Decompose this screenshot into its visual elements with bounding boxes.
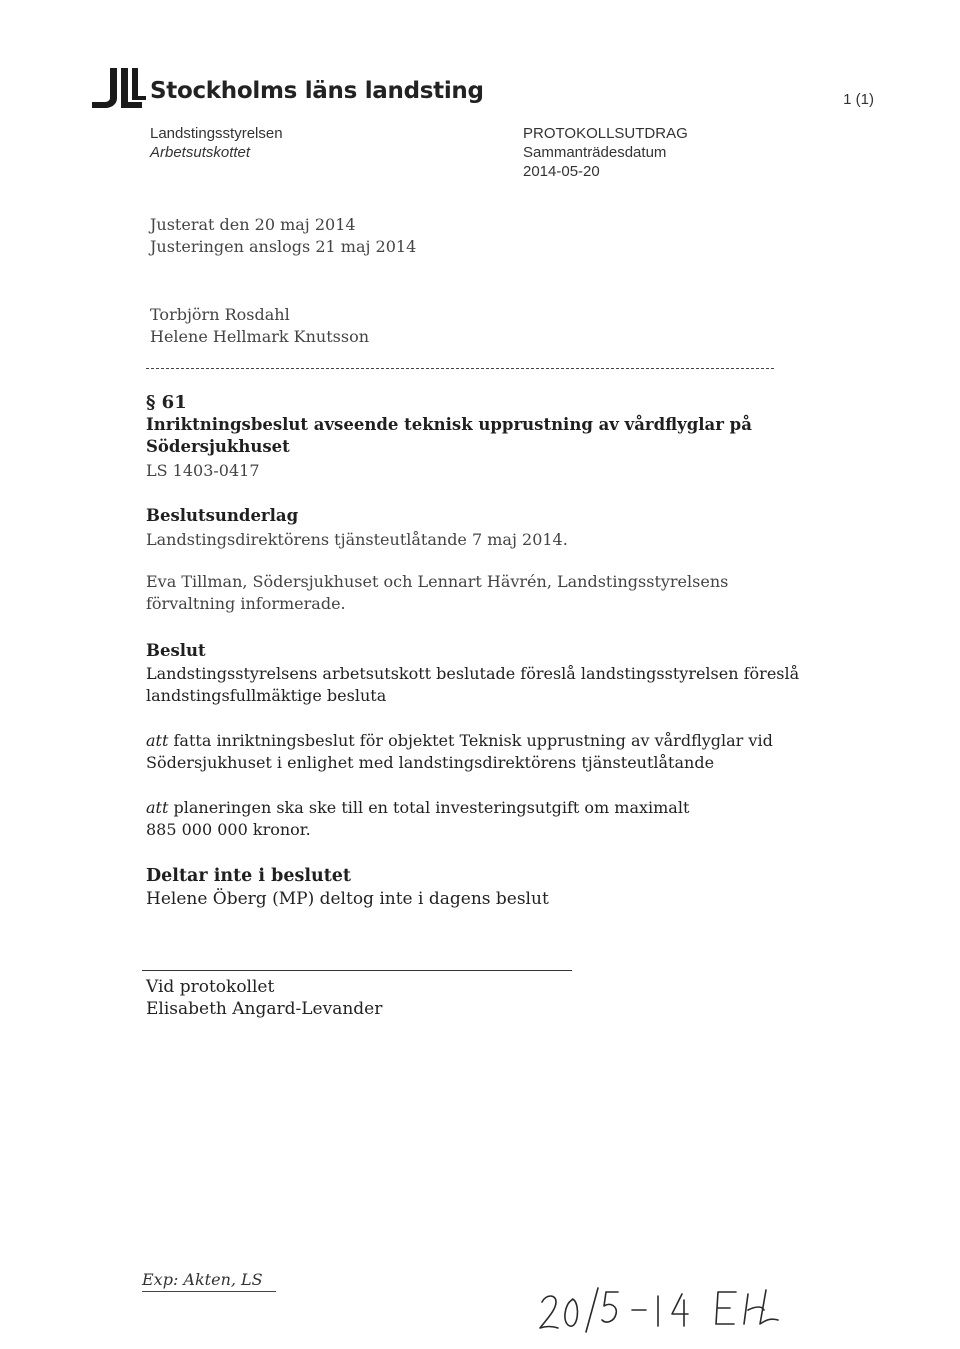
signature-label: Vid protokollet [146, 977, 275, 997]
paragraph-title-line-2: Södersjukhuset [146, 437, 290, 456]
beslut-intro-line-1: Landstingsstyrelsens arbetsutskott beslutade föreslå landstingsstyrelsen föreslå [146, 664, 800, 683]
dashed-divider [146, 368, 774, 369]
signature-block [146, 976, 382, 1020]
distribution-note: Exp: Akten, LS [142, 1270, 263, 1289]
att-clause-1-line-2: Södersjukhuset i enlighet med landstingsdirektörens tjänsteutlåtande [146, 753, 715, 772]
distribution-underline [142, 1291, 276, 1292]
meeting-date-label: Sammanträdesdatum [523, 144, 667, 161]
case-number: LS 1403-0417 [146, 461, 260, 480]
header-right-block [523, 124, 688, 181]
justerat-date: Justerat den 20 maj 2014 [150, 215, 356, 234]
justering-anslogs: Justeringen anslogs 21 maj 2014 [150, 237, 417, 256]
att-clause-1-line-1 [146, 730, 773, 752]
beslutsunderlag-heading: Beslutsunderlag [146, 506, 299, 525]
header-left-block [150, 124, 283, 162]
informed-line-1: Eva Tillman, Södersjukhuset och Lennart Hävrén, Landstingsstyrelsens [146, 572, 729, 591]
meeting-date: 2014-05-20 [523, 163, 600, 180]
att-clause-2-line-1 [146, 797, 689, 819]
justerare-name-1: Torbjörn Rosdahl [150, 305, 290, 324]
deltar-text: Helene Öberg (MP) deltog inte i dagens beslut [146, 889, 549, 909]
justerare-block [150, 304, 369, 348]
justering-block [150, 214, 416, 258]
document-type: PROTOKOLLSUTDRAG [523, 125, 688, 142]
att-word: att [146, 731, 169, 750]
signatory-name: Elisabeth Angard-Levander [146, 999, 383, 1019]
board-name: Landstingsstyrelsen [150, 125, 283, 142]
paragraph-title-line-1: Inriktningsbeslut avseende teknisk upprustning av vårdflyglar på [146, 415, 752, 434]
att-clause-1 [146, 730, 773, 774]
att-clause-1-text: fatta inriktningsbeslut för objektet Teknisk upprustning av vårdflyglar vid [168, 731, 773, 750]
att-clause-2 [146, 797, 689, 841]
deltar-heading: Deltar inte i beslutet [146, 866, 352, 886]
sll-logo-icon [92, 66, 150, 110]
organization-name: Stockholms läns landsting [150, 78, 484, 104]
beslut-intro-line-2: landstingsfullmäktige besluta [146, 686, 387, 705]
page-number: 1 (1) [843, 91, 874, 108]
handwritten-date-initials [536, 1280, 826, 1340]
paragraph-number: § 61 [146, 392, 187, 413]
justerare-name-2: Helene Hellmark Knutsson [150, 327, 370, 346]
beslut-heading: Beslut [146, 641, 206, 660]
signature-line [142, 970, 572, 971]
beslut-intro [146, 663, 799, 707]
informed-text [146, 571, 728, 615]
paragraph-title [146, 414, 752, 458]
committee-name: Arbetsutskottet [150, 144, 251, 161]
att-clause-2-text: planeringen ska ske till en total investeringsutgift om maximalt [168, 798, 690, 817]
beslutsunderlag-text: Landstingsdirektörens tjänsteutlåtande 7 maj 2014. [146, 530, 568, 549]
att-word: att [146, 798, 169, 817]
att-clause-2-line-2: 885 000 000 kronor. [146, 820, 311, 839]
informed-line-2: förvaltning informerade. [146, 594, 346, 613]
